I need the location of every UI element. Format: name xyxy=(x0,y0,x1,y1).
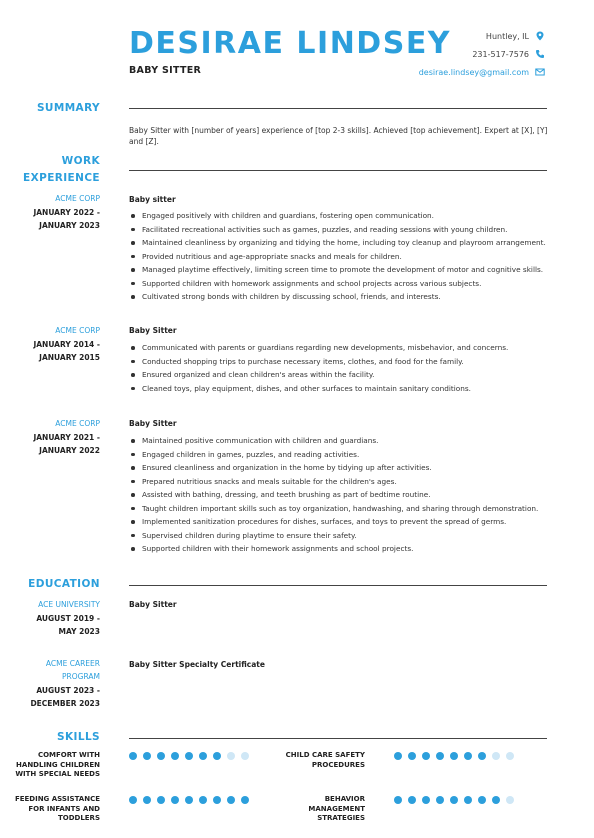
candidate-name: DESIRAE LINDSEY xyxy=(129,26,452,61)
skill3-label: FEEDING ASSISTANCE FOR INFANTS AND TODDLERS xyxy=(14,795,100,822)
list-item: Ensured organized and clean children's areas within the facility. xyxy=(129,368,549,382)
rating-dot-filled xyxy=(478,752,486,760)
edu2-school-line2: PROGRAM xyxy=(62,672,100,681)
rating-dot-filled xyxy=(422,752,430,760)
rating-dot-filled xyxy=(199,752,207,760)
rating-dot-filled xyxy=(157,796,165,804)
job2-date-end: JANUARY 2015 xyxy=(39,353,100,362)
rating-dot-filled xyxy=(436,752,444,760)
skill3-rating xyxy=(129,796,249,804)
job3-date-end: JANUARY 2022 xyxy=(39,446,100,455)
skill1-rating xyxy=(129,752,249,760)
rating-dot-filled xyxy=(129,752,137,760)
edu1-date-end: MAY 2023 xyxy=(58,627,100,636)
edu1-school: ACE UNIVERSITY xyxy=(38,600,100,609)
job1-bullets xyxy=(129,209,549,304)
list-item: Ensured cleanliness and organization in the home by tidying up after activities. xyxy=(129,461,549,475)
contact-location xyxy=(486,31,545,41)
experience-heading-line1: WORK xyxy=(61,155,100,167)
job1-date-end: JANUARY 2023 xyxy=(39,221,100,230)
list-item: Maintained positive communication with children and guardians. xyxy=(129,434,549,448)
rating-dot-filled xyxy=(129,796,137,804)
edu2-degree: Baby Sitter Specialty Certificate xyxy=(129,660,265,669)
list-item: Conducted shopping trips to purchase necessary items, clothes, and food for the family. xyxy=(129,355,549,369)
rating-dot-empty xyxy=(506,796,514,804)
job-title: BABY SITTER xyxy=(129,65,202,76)
phone-icon xyxy=(535,49,545,59)
list-item: Cleaned toys, play equipment, dishes, and other surfaces to maintain sanitary conditions. xyxy=(129,382,549,396)
edu2-school-line1: ACME CAREER xyxy=(45,659,100,668)
job1-role: Baby sitter xyxy=(129,195,176,204)
rating-dot-filled xyxy=(408,796,416,804)
job3-role: Baby Sitter xyxy=(129,419,177,428)
skill4-label: BEHAVIOR MANAGEMENT STRATEGIES xyxy=(308,795,365,822)
location-text: Huntley, IL xyxy=(485,31,529,41)
list-item: Supported children with homework assignments and school projects across various subjects. xyxy=(129,277,549,291)
experience-divider xyxy=(129,170,547,171)
experience-heading xyxy=(23,153,100,187)
email-text[interactable]: desirae.lindsey@gmail.com xyxy=(418,67,529,77)
list-item: Supervised children during playtime to ensure their safety. xyxy=(129,529,549,543)
job3-date-start: JANUARY 2021 - xyxy=(33,433,100,442)
edu2-date-end: DECEMBER 2023 xyxy=(30,699,100,708)
list-item: Facilitated recreational activities such as games, puzzles, and reading sessions with young children. xyxy=(129,223,549,237)
rating-dot-filled xyxy=(450,796,458,804)
rating-dot-empty xyxy=(506,752,514,760)
rating-dot-filled xyxy=(185,752,193,760)
job3-company: ACME CORP xyxy=(55,419,100,428)
rating-dot-filled xyxy=(213,752,221,760)
rating-dot-empty xyxy=(241,752,249,760)
rating-dot-filled xyxy=(394,796,402,804)
education-heading: EDUCATION xyxy=(28,578,100,590)
job1-date-start: JANUARY 2022 - xyxy=(33,208,100,217)
edu1-date-start: AUGUST 2019 - xyxy=(36,614,100,623)
list-item: Taught children important skills such as toy organization, handwashing, and sharing through demonstration. xyxy=(129,502,549,516)
list-item: Managed playtime effectively, limiting screen time to promote the development of motor and cognitive skills. xyxy=(129,263,549,277)
edu2-date-start: AUGUST 2023 - xyxy=(36,686,100,695)
list-item: Engaged children in games, puzzles, and reading activities. xyxy=(129,448,549,462)
list-item: Prepared nutritious snacks and meals suitable for the children's ages. xyxy=(129,475,549,489)
list-item: Maintained cleanliness by organizing and tidying the home, including toy cleanup and playroom arrangement. xyxy=(129,236,549,250)
skill4-rating xyxy=(394,796,514,804)
education-divider xyxy=(129,585,547,586)
experience-heading-line2: EXPERIENCE xyxy=(23,172,100,184)
rating-dot-filled xyxy=(227,796,235,804)
rating-dot-filled xyxy=(157,752,165,760)
rating-dot-filled xyxy=(241,796,249,804)
phone-text: 231-517-7576 xyxy=(472,49,529,59)
rating-dot-filled xyxy=(171,796,179,804)
rating-dot-empty xyxy=(492,752,500,760)
skills-heading: SKILLS xyxy=(57,731,100,743)
envelope-icon xyxy=(535,67,545,77)
rating-dot-filled xyxy=(436,796,444,804)
job2-role: Baby Sitter xyxy=(129,326,177,335)
list-item: Communicated with parents or guardians regarding new developments, misbehavior, and concerns. xyxy=(129,341,549,355)
rating-dot-filled xyxy=(185,796,193,804)
rating-dot-filled xyxy=(143,796,151,804)
summary-text: Baby Sitter with [number of years] experience of [top 2-3 skills]. Achieved [top achievement]. Expert at [X], [Y] and [Z]. xyxy=(129,126,548,146)
job1-company: ACME CORP xyxy=(55,194,100,203)
map-pin-icon xyxy=(535,31,545,41)
rating-dot-filled xyxy=(213,796,221,804)
summary-divider xyxy=(129,108,547,109)
contact-email[interactable] xyxy=(419,67,545,77)
list-item: Implemented sanitization procedures for dishes, surfaces, and toys to prevent the spread of germs. xyxy=(129,515,549,529)
skills-divider xyxy=(129,738,547,739)
skill2-label: CHILD CARE SAFETY PROCEDURES xyxy=(285,751,365,769)
rating-dot-filled xyxy=(464,796,472,804)
rating-dot-filled xyxy=(464,752,472,760)
job2-date-start: JANUARY 2014 - xyxy=(33,340,100,349)
contact-phone xyxy=(472,49,545,59)
list-item: Supported children with their homework assignments and school projects. xyxy=(129,542,549,556)
list-item: Cultivated strong bonds with children by discussing school, friends, and interests. xyxy=(129,290,549,304)
rating-dot-filled xyxy=(199,796,207,804)
rating-dot-filled xyxy=(492,796,500,804)
rating-dot-filled xyxy=(450,752,458,760)
job2-company: ACME CORP xyxy=(55,326,100,335)
edu1-degree: Baby Sitter xyxy=(129,600,177,609)
list-item: Engaged positively with children and guardians, fostering open communication. xyxy=(129,209,549,223)
job2-bullets xyxy=(129,341,549,395)
rating-dot-filled xyxy=(408,752,416,760)
rating-dot-filled xyxy=(478,796,486,804)
list-item: Provided nutritious and age-appropriate snacks and meals for children. xyxy=(129,250,549,264)
rating-dot-filled xyxy=(171,752,179,760)
list-item: Assisted with bathing, dressing, and teeth brushing as part of bedtime routine. xyxy=(129,488,549,502)
rating-dot-filled xyxy=(394,752,402,760)
job3-bullets xyxy=(129,434,549,556)
rating-dot-filled xyxy=(143,752,151,760)
rating-dot-filled xyxy=(422,796,430,804)
skill2-rating xyxy=(394,752,514,760)
rating-dot-empty xyxy=(227,752,235,760)
skill1-label: COMFORT WITH HANDLING CHILDREN WITH SPECIAL NEEDS xyxy=(15,751,100,778)
summary-heading: SUMMARY xyxy=(36,102,100,114)
